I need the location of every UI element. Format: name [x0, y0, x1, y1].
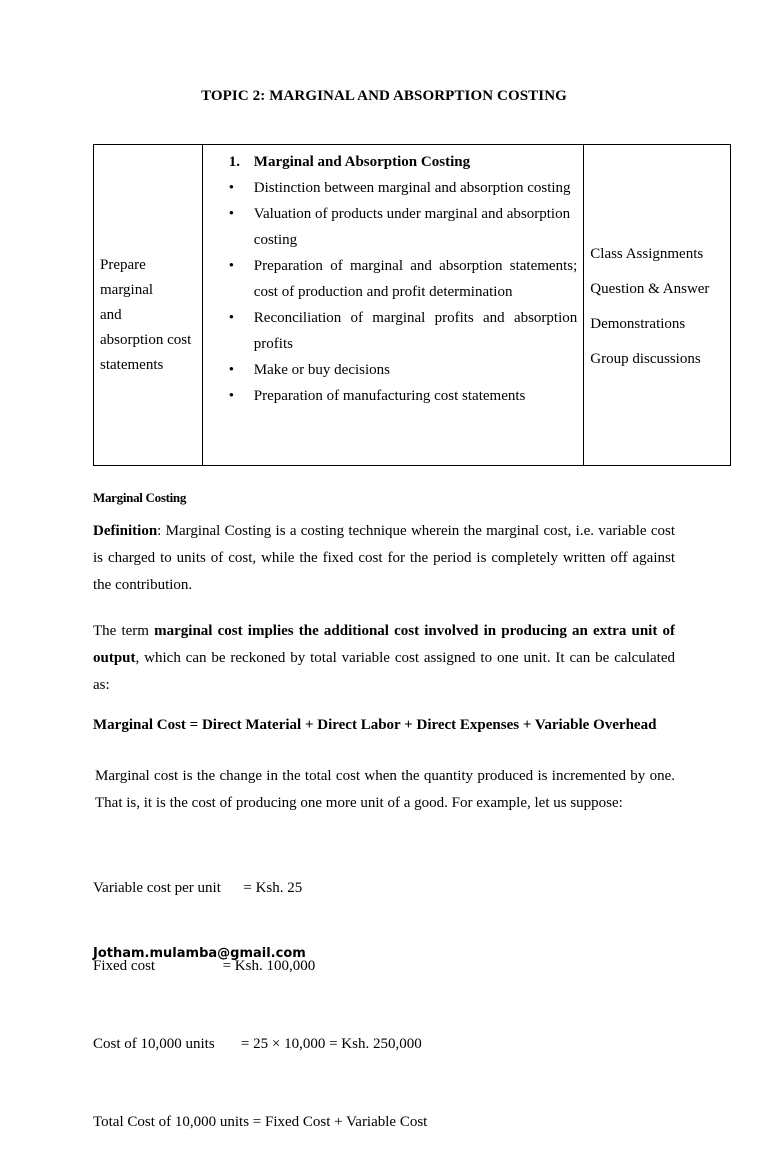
objective-line: statements — [100, 357, 164, 373]
objective-line: and — [100, 307, 122, 323]
term-pre: The term — [93, 623, 155, 639]
example-line: Total Cost of 10,000 units = Fixed Cost + Variable Cost — [93, 1114, 428, 1130]
list-item: • Preparation of marginal and absorption statements; cost of production and profit determination — [229, 253, 577, 305]
methods-cell — [584, 145, 731, 466]
list-item: • Preparation of manufacturing cost statements — [229, 383, 577, 409]
term-post: , which can be reckoned by total variable cost assigned to one unit. It can be calculated as: — [93, 650, 675, 693]
content-cell — [202, 145, 583, 466]
list-item: • Distinction between marginal and absorption costing — [229, 175, 577, 201]
footer-email: Jotham.mulamba@gmail.com — [93, 946, 306, 961]
example-block — [93, 823, 675, 1161]
objective-cell — [94, 145, 203, 466]
definition-paragraph — [93, 518, 675, 599]
method-item: Group discussions — [590, 351, 701, 367]
formula: Marginal Cost = Direct Material + Direct Labor + Direct Expenses + Variable Overhead — [93, 717, 657, 733]
list-item: • Make or buy decisions — [229, 357, 577, 383]
objective-line: Prepare — [100, 257, 146, 273]
content-heading — [229, 149, 577, 175]
example-line: Fixed cost = Ksh. 100,000 — [93, 958, 316, 974]
content-number: 1. — [228, 154, 241, 170]
course-outline-table — [93, 144, 731, 466]
term-paragraph — [93, 618, 675, 699]
page-title: TOPIC 2: MARGINAL AND ABSORPTION COSTING — [201, 88, 567, 104]
content-heading-text: Marginal and Absorption Costing — [253, 154, 471, 170]
list-item: • Reconciliation of marginal profits and absorption profits — [229, 305, 577, 357]
method-item: Demonstrations — [590, 316, 686, 332]
list-item: • Valuation of products under marginal and absorption costing — [229, 201, 577, 253]
term-bold: marginal cost implies the additional cost involved in producing an extra unit of output — [93, 623, 675, 666]
example-line: Cost of 10,000 units = 25 × 10,000 = Ksh. 250,000 — [93, 1036, 422, 1052]
definition-text: : Marginal Costing is a costing technique wherein the marginal cost, i.e. variable cost is charged to units of cost, while the fixed cost for the period is completely written off against the contribution. — [93, 523, 675, 593]
objective-line: absorption cost — [100, 332, 192, 348]
explanation-paragraph: Marginal cost is the change in the total cost when the quantity produced is incremented by one. That is, it is the cost of producing one more unit of a good. For example, let us suppose: — [95, 768, 675, 811]
objective-line: marginal — [100, 282, 154, 298]
section-heading: Marginal Costing — [93, 490, 187, 505]
definition-label: Definition — [93, 523, 158, 539]
method-item: Question & Answer — [590, 281, 710, 297]
method-item: Class Assignments — [590, 246, 704, 262]
example-line: Variable cost per unit = Ksh. 25 — [93, 880, 303, 896]
content-bullet-list — [229, 175, 577, 409]
